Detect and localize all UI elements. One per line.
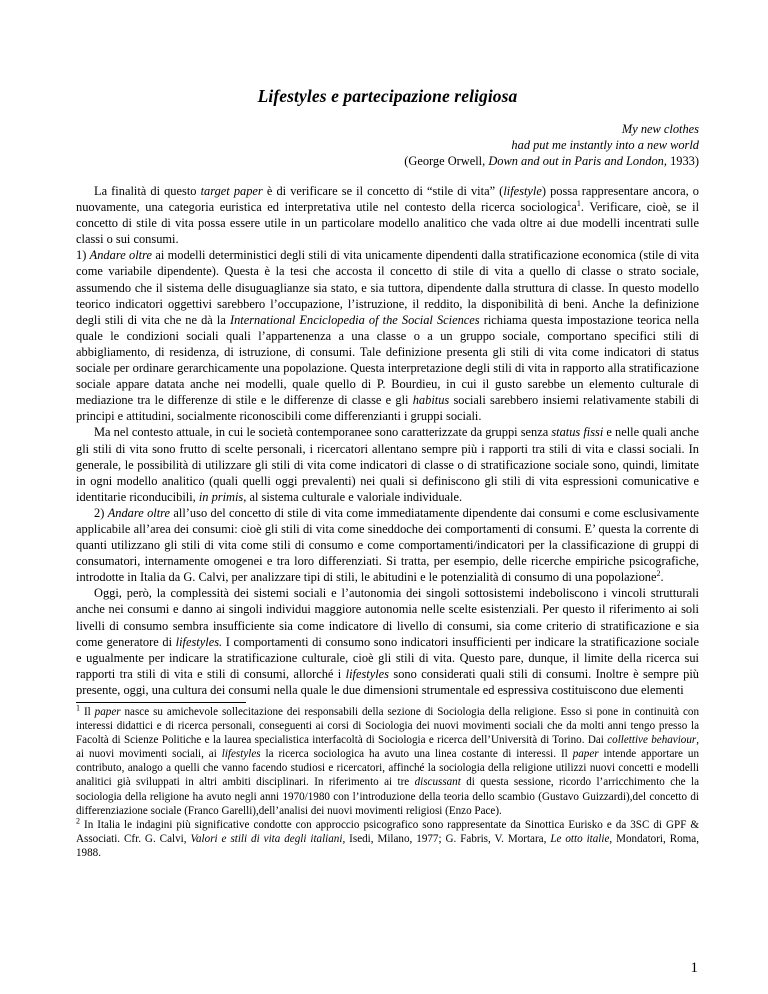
footnote-separator	[76, 702, 246, 703]
footnotes	[76, 705, 699, 860]
footnote-ref-2[interactable]: 2	[656, 569, 661, 579]
paper-title: Lifestyles e partecipazione religiosa	[257, 86, 518, 106]
footnote-1: $^1$ Il paper nasce su amichevole sollecitazione dei responsabili della sezione di Sociologia della religione. Esso si pone in continuità con interessi didattici e di ricerca personali, conseguenti ai corsi di Sociologia dei nuovi movimenti sociali che da molti anni tengo presso la Facoltà di Scienze Politiche e la laurea specialistica interfacoltà di Sociologia e ricerca dell’Università di Torino. Dai collettive behaviour, ai nuovi movimenti sociali, ai lifestyles la ricerca sociologica ha avuto una linea costante di interessi. Il paper intende apportare un contributo, analogo a quelli che vanno facendo studiosi e ricercatori, affinché la sociologia della religione utilizzi nuovi concetti e modelli analitici già sviluppati in altri ambiti disciplinari. In riferimento ai tre discussant di questa sessione, ricordo l’arricchimento che la sociologia della religione ha avuto negli anni 1970/1980 con l’introduzione della teoria dello scambio (Gustavo Guizzardi),del concetto di differenziazione sociale (Franco Garelli),dell’analisi dei nuovi movimenti religiosi (Enzo Pace).	[76, 703, 700, 817]
paragraph-2: 1) Andare oltre ai modelli deterministici degli stili di vita unicamente dipendenti dalla stratificazione economica (stile di vita come variabile dipendente). Questa è la tesi che accosta il concetto di stile di vita a quello di classe o strato sociale, assumendo che il sistema delle disuguaglianze sia stato, e sia tuttora, dipendente dalla struttura di classe. In questo modello teorico indicatori oggettivi sarebbero l’occupazione, l’istruzione, il reddito, la disponibilità di beni. Anche la definizione degli stili di vita che ne dà la International Enciclopedia of the Social Sciences richiama questa impostazione teorica nella quale le condizioni sociali quali l’appartenenza a una classe o a un gruppo sociale, comportano specifici stili di abbigliamento, di residenza, di istruzione, di consumi. Tale definizione presenta gli stili di vita come indicatori di status sociale per ordinare gerarchicamente una popolazione. Questa interpretazione degli stili di vita in rapporto alla stratificazione sociale appare datata anche nei modelli, quale quello di P. Bourdieu, in cui il gusto sarebbe un elemento culturale di mediazione tra le differenze di stile e le differenze di classe e gli habitus sociali sarebbero insiemi relativamente stabili di principi e attitudini, socialmente riconoscibili come differenzianti i gruppi sociali.	[76, 248, 700, 424]
paragraph-1: La finalità di questo target paper è di verificare se il concetto di “stile di vita” (lifestyle) possa rappresentare ancora, o nuovamente, una categoria euristica ed interpretativa utile nel contesto della ricerca sociologica$^1$. Verificare, cioè, se il concetto di stile di vita possa essere utile in un particolare modello analitico che vada oltre ai due modelli incentrati sulle classi o sui consumi.	[76, 184, 700, 247]
paragraph-4: 2) Andare oltre all’uso del concetto di stile di vita come immediatamente dipendente dai consumi e come esclusivamente applicabile all’area dei consumi: cioè gli stili di vita come sineddoche dei comportamenti di consumi. E’ questa la corrente di quanti utilizzano gli stili di vita come stili di consumo e come comportamenti/indicatori per la classificazione di gruppi di consumatori, internamente omogenei e tra loro differenziati. Si tratta, per esempio, delle ricerche empiriche psicografiche, introdotte in Italia da G. Calvi, per analizzare tipi di stili, le abitudini e le potenzialità di consumo di una popolazione$^2$.	[76, 505, 699, 585]
epigraph-line-1: My new clothes	[621, 122, 699, 136]
attribution-year: 1933)	[666, 154, 699, 168]
epigraph-attribution	[76, 153, 699, 169]
footnote-ref-1[interactable]: 1	[576, 198, 581, 208]
body-text	[76, 183, 699, 698]
document-page	[76, 86, 699, 860]
attribution-work: Down and out in Paris and London,	[488, 154, 667, 168]
paragraph-5: Oggi, però, la complessità dei sistemi sociali e l’autonomia dei singoli sottosistemi indeboliscono i vincoli strutturali anche nei consumi e danno ai singoli individui maggiore autonomia nelle scelte esistenziali. Per questo il riferimento ai soli livelli di consumo sembra insufficiente sia come indicatore di livello di consumi, sia come criterio di stratificazione e sia come generatore di lifestyles. I comportamenti di consumo sono indicatori insufficienti per indicare la stratificazione sociale e ugualmente per indicare la stratificazione culturale, cioè gli stili di vita. Questo pare, dunque, il limite della ricerca sui rapporti tra stili di vita e stili di consumi, allorché i lifestyles sono considerati quali stili di consumi. Inoltre è sempre più presente, oggi, una cultura dei consumi nella quale le due dimensioni strumentale ed espressiva costituiscono due elementi	[76, 586, 699, 697]
page-number: 1	[690, 960, 698, 976]
paragraph-3: Ma nel contesto attuale, in cui le società contemporanee sono caratterizzate da gruppi senza status fissi e nelle quali anche gli stili di vita sono frutto di scelte personali, i ricercatori allentano sempre più i rapporti tra stili di vita e classi sociali. In generale, le possibilità di utilizzare gli stili di vita come indicatori di classe o di stratificazione sociale sono, quindi, limitate in ogni modello analitico (quali quelli oggi prevalenti) nei quali si definiscono gli stili di vita espressioni comunicative e identitarie riconducibili, in primis, al sistema culturale e valoriale individuale.	[76, 425, 699, 504]
epigraph-line-2: had put me instantly into a new world	[511, 138, 699, 152]
footnote-2: $^2$ In Italia le indagini più significative condotte con approccio psicografico sono rappresentate da Sinottica Eurisko e da 3SC di GPF & Associati. Cfr. G. Calvi, Valori e stili di vita degli italiani, Isedi, Milano, 1977; G. Fabris, V. Mortara, Le otto italie, Mondatori, Roma, 1988.	[76, 816, 699, 859]
attribution-author: (George Orwell,	[404, 154, 489, 168]
epigraph	[76, 121, 699, 169]
